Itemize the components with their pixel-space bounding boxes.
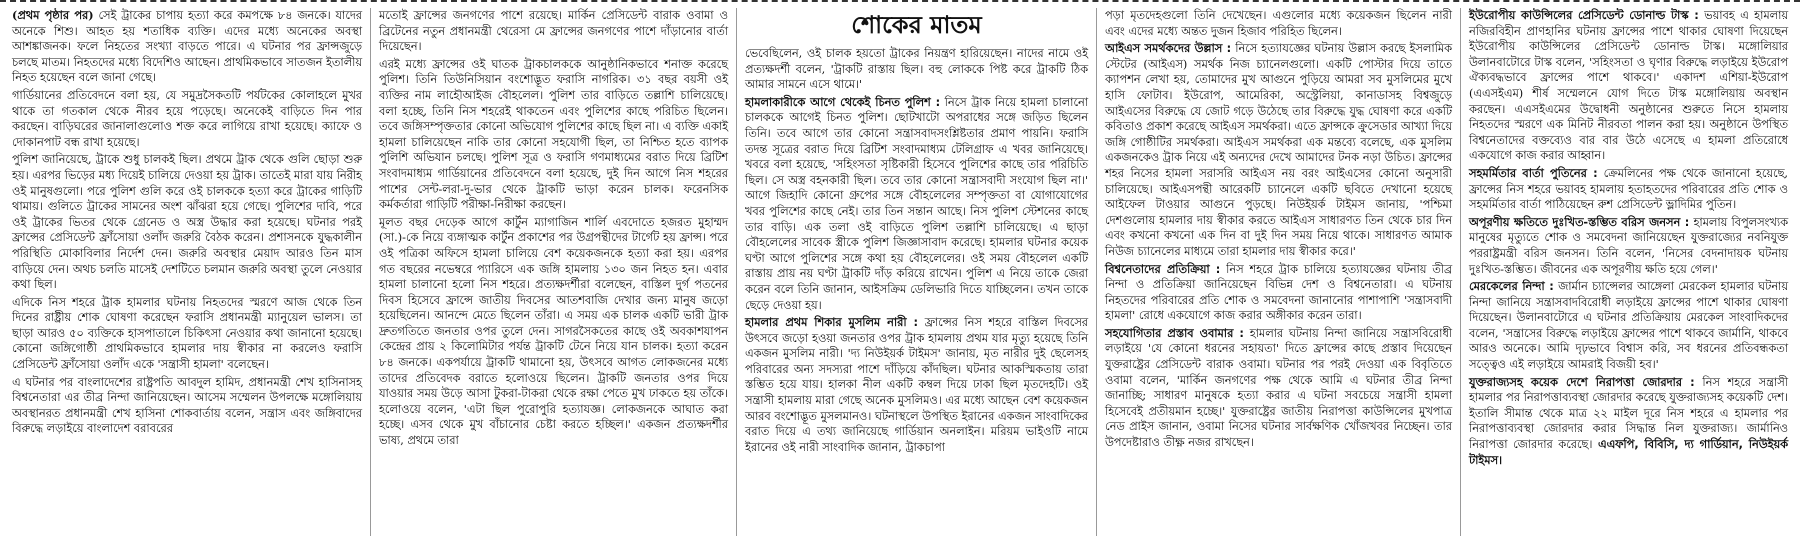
article-headline: শোকের মাতম xyxy=(851,11,982,39)
paragraph: মতোই ফ্রান্সের জনগণের পাশে রয়েছে। মার্কিন প্রেসিডেন্ট বারাক ওবামা ও ব্রিটেনের নতুন প্রধানমন্ত্রী থেরেসা মে ফ্রান্সের জনগণের পাশে দাঁড়ানোর বার্তা দিয়েছেন। xyxy=(379,9,728,54)
section-heading: যুক্তরাজ্যসহ কয়েক দেশে নিরাপত্তা জোরদার : xyxy=(1469,375,1695,389)
paragraph: অপূরণীয় ক্ষতিতে দুঃখিত-স্তম্ভিত বরিস জনসন : হামলায় বিপুলসংখ্যক মানুষের মৃত্যুতে শোক ও সমবেদনা জানিয়েছেন যুক্তরাজ্যের নবনিযুক্ত পররাষ্ট্রমন্ত্রী বরিস জনসন। তিনি বলেন, 'নিসের বেদনাদায়ক ঘটনায় দুঃখিত-স্তম্ভিত। জীবনের এক অপূরণীয় ক্ষতি হয়ে গেল।' xyxy=(1469,215,1789,276)
continued-from-label: (প্রথম পৃষ্ঠার পর) xyxy=(12,8,94,22)
paragraph: পড়া মৃতদেহগুলো তিনি দেখেছেন। এগুলোর মধ্যে কয়েকজন ছিলেন নারী এবং এদের মধ্যে অন্তত দুজন হিজাব পরিহিত ছিলেন। xyxy=(1105,9,1452,38)
section-heading: আইএস সমর্থকদের উল্লাস : xyxy=(1105,42,1232,56)
source-credit: এএফপি, বিবিসি, দ্য গার্ডিয়ান, নিউইয়র্ক টাইমস। xyxy=(1469,438,1789,467)
paragraph: পুলিশ জানিয়েছে, ট্রাকে শুধু চালকই ছিল। প্রথমে ট্রাক থেকে গুলি ছোড়া শুরু হয়। এরপর ভিড়ের মধ্য দিয়েই চালিয়ে দেওয়া হয় ট্রাক। তাতেই মারা যায় নিরীহ ওই মানুষগুলো। পরে পুলিশ গুলি করে ওই চালককে হত্যা করে ট্রাকের গাড়িটি থামায়। গুলিতে ট্রাকের সামনের অংশ ঝাঁঝরা হয়ে গেছে। পুলিশের দাবি, পরে ওই ট্রাকের ভিতর থেকে গ্রেনেড ও অস্ত্র উদ্ধার করা হয়েছে। ঘটনার পরই ফ্রান্সের প্রেসিডেন্ট ফ্রাঁসোয়া ওলাঁদ জরুরি বৈঠক করেন। প্রশাসনকে যুদ্ধকালীন পরিস্থিতি মোকাবিলার নির্দেশ দেন। জরুরি অবস্থার মেয়াদ আরও তিন মাস বাড়িয়ে দেন। অথচ চলতি মাসেই দেশটিতে চলমান জরুরি অবস্থা তুলে নেওয়ার কথা ছিল। xyxy=(12,153,362,292)
paragraph: এ ঘটনার পর বাংলাদেশের রাষ্ট্রপতি আবদুল হামিদ, প্রধানমন্ত্রী শেখ হাসিনাসহ বিশ্বনেতারা এর তীব্র নিন্দা জানিয়েছেন। আসেম সম্মেলন উপলক্ষে মঙ্গোলিয়ায় অবস্থানরত প্রধানমন্ত্রী শেখ হাসিনা শোকবার্তায় বলেন, সন্ত্রাস এবং জঙ্গিবাদের বিরুদ্ধে লড়াইয়ে বাংলাদেশ বরাবরের xyxy=(12,375,362,436)
continuation-paragraph: (প্রথম পৃষ্ঠার পর) সেই ট্রাকের চাপায় হত্যা করে কমপক্ষে ৮৪ জনকে। যাদের অনেকে শিশু। আহত হয় শতাধিক ব্যক্তি। এদের মধ্যে অনেকের অবস্থা আশঙ্কাজনক। ফলে নিহতের সংখ্যা বাড়তে পারে। এ ঘটনার পর ফ্রান্সজুড়ে চলছে মাতম। নিহতদের মধ্যে বিদেশিও আছেন। প্রাথমিকভাবে সাতজন ইতালীয় নিহত হয়েছেন বলে জানা গেছে। xyxy=(12,8,363,85)
section-heading: হামলাকারীকে আগে থেকেই চিনত পুলিশ : xyxy=(745,95,941,109)
paragraph: হামলাকারীকে আগে থেকেই চিনত পুলিশ : নিসে ট্রাক নিয়ে হামলা চালানো চালককে আগেই চিনত পুলিশ। ছোটখাটো অপরাধের সঙ্গে জড়িত ছিলেন তিনি। তবে আগে তার কোনো সন্ত্রাসবাদসংশ্লিষ্টতার প্রমাণ পায়নি। ফরাসি তদন্ত সূত্রের বরাত দিয়ে ব্রিটিশ সংবাদমাধ্যম টেলিগ্রাফ এ খবর জানিয়েছে। খবরে বলা হয়েছে, 'সহিংসতা সৃষ্টিকারী হিসেবে পুলিশের কাছে তার পরিচিতি ছিল। সে অস্ত্র বহনকারী ছিল। তবে তার কোনো সন্ত্রাসবাদী সংযোগ ছিল না।' আগে জিহাদি কোনো গ্রুপের সঙ্গে বৌহলেলের সম্পৃক্ততা বা যোগাযোগের খবর পুলিশের কাছে নেই। তার তিন সন্তান আছে। নিস পুলিশ স্টেশনের কাছে তার বাড়ি। এক তলা ওই বাড়িতে পুলিশ তল্লাশি চালিয়েছে। এ ছাড়া বৌহলেলের সাবেক স্ত্রীকে পুলিশ জিজ্ঞাসাবাদ করেছে। হামলার ঘটনার কয়েক ঘণ্টা আগে পুলিশের সঙ্গে কথা হয় বৌহলেলের। ওই সময় বৌহলেল একটি রাস্তায় প্রায় নয় ঘণ্টা ট্রাকটি দাঁড় করিয়ে রাখেন। পুলিশ এ নিয়ে তাকে জেরা করেন বলে তিনি জানান, আইসক্রিম ডেলিভারি দিতে যাচ্ছিলেন। তখন তাকে ছেড়ে দেওয়া হয়। xyxy=(745,95,1089,312)
section-heading: ইউরোপীয় কাউন্সিলের প্রেসিডেন্ট ডোনাল্ড টাস্ক : xyxy=(1469,9,1699,22)
paragraph: সহমর্মিতার বার্তা পুতিনের : ক্রেমলিনের পক্ষ থেকে জানানো হয়েছে, ফ্রান্সের নিস শহরে ভয়াবহ হামলায় হতাহতদের পরিবারের প্রতি শোক ও সহমর্মিতার বার্তা পাঠিয়েছেন রুশ প্রেসিডেন্ট ভ্লাদিমির পুতিন। xyxy=(1469,166,1789,212)
column-2 xyxy=(370,8,736,536)
paragraph: এদিকে নিস শহরে ট্রাক হামলার ঘটনায় নিহতদের স্মরণে আজ থেকে তিন দিনের রাষ্ট্রীয় শোক ঘোষণা করেছেন ফরাসি প্রধানমন্ত্রী ম্যানুয়েল ভালস। তা ছাড়া আরও ৫০ ব্যক্তিকে হাসপাতালে চিকিৎসা নেওয়ার কথা জানানো হয়েছে। কোনো জঙ্গিগোষ্ঠী প্রাথমিকভাবে হামলার দায় স্বীকার না করলেও ফরাসি প্রেসিডেন্ট ফ্রাঁসোয়া ওলাঁদ একে 'সন্ত্রাসী হামলা' বলেছেন। xyxy=(12,295,362,372)
section-heading: সহমর্মিতার বার্তা পুতিনের : xyxy=(1469,166,1598,180)
column-5 xyxy=(1460,8,1796,536)
section-heading: মেরকেলের নিন্দা : xyxy=(1469,280,1554,294)
paragraph: যুক্তরাজ্যসহ কয়েক দেশে নিরাপত্তা জোরদার : নিস শহরে সন্ত্রাসী হামলার পর নিরাপত্তাব্যবস্থা জোরদার করেছে যুক্তরাজ্যসহ কয়েকটি দেশ। ইতালি সীমান্ত থেকে মাত্র ২২ মাইল দূরে নিস শহরে এ হামলার পর নিরাপত্তাব্যবস্থা জোরদার করার সিদ্ধান্ত নিল যুক্তরাজ্য। জার্মানিও নিরাপত্তা জোরদার করেছে। এএফপি, বিবিসি, দ্য গার্ডিয়ান, নিউইয়র্ক টাইমস। xyxy=(1469,375,1789,467)
section-heading: অপূরণীয় ক্ষতিতে দুঃখিত-স্তম্ভিত বরিস জনসন : xyxy=(1469,215,1690,229)
paragraph: মূলত বছর দেড়েক আগে কার্টুন ম্যাগাজিন শার্লি এবদোতে হজরত মুহাম্মদ (সা.)-কে নিয়ে ব্যঙ্গাত্মক কার্টুন প্রকাশের পর উগ্রপন্থীদের টার্গেট হয় ফ্রান্স। পরে ওই পত্রিকা অফিসে হামলা চালিয়ে বেশ কয়েকজনকে হত্যা করা হয়। এরপর গত বছরের নভেম্বরে প্যারিসে এক জঙ্গি হামলায় ১৩০ জন নিহত হন। এবার হামলা চালানো হলো নিস শহরে। প্রত্যক্ষদর্শীরা বলেছেন, বাস্তিল দুর্গ পতনের দিবস হিসেবে ফ্রান্সে জাতীয় দিবসের আতশবাজি দেখার জন্য মানুষ জড়ো হয়েছিলেন। আনন্দে মেতে ছিলেন তাঁরা। এ সময় এক চালক একটি ভারী ট্রাক দ্রুতগতিতে জনতার ওপর তুলে দেন। সাগরসৈকতের কাছে ওই অবকাশযাপন কেন্দ্রের প্রায় ২ কিলোমিটার পর্যন্ত ট্রাকটি টেনে নিয়ে যান চালক। হত্যা করেন ৮৪ জনকে। একপর্যায়ে ট্রাকটি থামানো হয়, উৎসবে আগত লোকজনের মধ্যে তাদের প্রতিবেদক বরাতে হলোওয়ে ছিলেন। ট্রাকটি জনতার ওপর দিয়ে যাওয়ার সময় উড়ে আসা টুকরা-টাকরা থেকে রক্ষা পেতে মুখ ঢাকতে হয় তাঁকে। হলোওয়ে বলেন, 'এটা ছিল পুরোপুরি হত্যাযজ্ঞ। লোকজনকে আঘাত করা হচ্ছে। এসব থেকে মুখ বাঁচানোর চেষ্টা করতে হচ্ছিল।' একজন প্রত্যক্ষদর্শীর ভাষ্য, প্রথমে তারা xyxy=(379,215,728,448)
paragraph: গার্ডিয়ানের প্রতিবেদনে বলা হয়, যে সমুদ্রসৈকতটি পর্যটকের কোলাহলে মুখর থাকে তা গতকাল থেকে নীরব হয়ে পড়েছে। অনেকেই বাড়িতে দিন পার করছেন। বাড়িঘরের জানালাগুলোও শক্ত করে লাগিয়ে রাখা হয়েছে। ক্যাফে ও দোকানপাট বন্ধ রাখা হয়েছে। xyxy=(12,88,362,149)
paragraph: মেরকেলের নিন্দা : জার্মান চ্যান্সেলর আঙ্গেলা মেরকেল হামলার ঘটনায় নিন্দা জানিয়ে সন্ত্রাসবাদবিরোধী লড়াইয়ে ফ্রান্সের পাশে থাকার ঘোষণা দিয়েছেন। উলানবাটোরে এ ঘটনার প্রতিক্রিয়ায় মেরকেল সাংবাদিকদের বলেন, 'সন্ত্রাসের বিরুদ্ধে লড়াইয়ে ফ্রান্সের পাশে থাকবে জার্মানি, থাকবে আরও অনেকে। আমি দৃঢ়ভাবে বিশ্বাস করি, সব ধরনের প্রতিবন্ধকতা সত্ত্বেও এই লড়াইয়ে আমরাই বিজয়ী হব।' xyxy=(1469,280,1788,372)
section-heading: সহযোগিতার প্রস্তাব ওবামার : xyxy=(1105,326,1244,340)
paragraph: হামলার প্রথম শিকার মুসলিম নারী : ফ্রান্সের নিস শহরে বাস্তিল দিবসের উৎসবে জড়ো হওয়া জনতার ওপর ট্রাক হামলায় প্রথম যার মৃত্যু হয়েছে তিনি একজন মুসলিম নারী। 'দ্য নিউইয়র্ক টাইমস' জানায়, মৃত নারীর দুই ছেলেসহ পরিবারের অন্য সদস্যরা পাশে দাঁড়িয়ে কাঁদছিল। ঘটনার আকস্মিকতায় তারা স্তম্ভিত হয়ে যায়। হালকা নীল একটি কম্বল দিয়ে ঢাকা ছিল মৃতদেহটি। ওই সন্ত্রাসী হামলায় মারা গেছে অনেক মুসলিমও। এর মধ্যে আছেন বেশ কয়েকজন আরব বংশোদ্ভূত মুসলমানও। ঘটনাস্থলে উপস্থিত ইরানের একজন সাংবাদিকের বরাত দিয়ে এ তথ্য জানিয়েছে গার্ডিয়ান অনলাইন। মরিয়ম ভাইওটি নামে ইরানের ওই নারী সাংবাদিক জানান, ট্রাকচাপা xyxy=(745,316,1089,454)
column-4 xyxy=(1096,8,1460,536)
section-heading: হামলার প্রথম শিকার মুসলিম নারী : xyxy=(745,316,919,330)
paragraph: আইএস সমর্থকদের উল্লাস : নিসে হত্যাযজ্ঞের ঘটনায় উল্লাস করছে ইসলামিক স্টেটের (আইএস) সমর্থক নিজ চ্যানেলগুলো। একটি পোস্টার দিয়ে তাতে ক্যাপশন লেখা হয়, তোমাদের মুখ আগুনে পুড়িয়ে আমরা সব মুসলিমের মুখে হাসি ফোটাব। ইউরোপ, আমেরিকা, অস্ট্রেলিয়া, কানাডাসহ বিশ্বজুড়ে আইএসের বিরুদ্ধে যে জোট গড়ে উঠেছে তার বিরুদ্ধে যুদ্ধ ঘোষণা করে একটি কবিতাও প্রকাশ করেছে আইএস সমর্থকরা। এতে ফ্রান্সকে ক্রুসেডার আখ্যা দিয়ে জঙ্গি গোষ্ঠীটির সমর্থকরা। আইএস সমর্থকরা এক মন্তব্যে বলেছে, এক মুসলিম একজনকেও ট্রাক নিয়ে এই অন্যদের দেখে আমাদের টনক নড়া উচিত। ফ্রান্সের শহর নিসের হামলা সরাসরি আইএস নয় বরং আইএসের কোনো অনুসারী চালিয়েছে। আইএসপন্থী আরেকটি চ্যানেলে একটি ছবিতে দেখানো হয়েছে আইফেল টাওয়ার আগুনে পুড়ছে। নিউইয়র্ক টাইমস জানায়, 'পশ্চিমা দেশগুলোয় হামলার দায় স্বীকার করতে আইএস সাধারণত তিন থেকে চার দিন এবং কখনো কখনো এক দিন বা দুই দিন সময় নিয়ে থাকে। সাধারণত আমাক নিউজ চ্যানেলের মাধ্যমে তারা হামলার দায় স্বীকার করে।' xyxy=(1105,42,1453,258)
paragraph: ইউরোপীয় কাউন্সিলের প্রেসিডেন্ট ডোনাল্ড টাস্ক : ভয়াবহ এ হামলায় নজিরবিহীন প্রাণহানির ঘটনায় ফ্রান্সের পাশে থাকার ঘোষণা দিয়েছেন ইউরোপীয় কাউন্সিলের প্রেসিডেন্ট ডোনাল্ড টাস্ক। মঙ্গোলিয়ার উলানবাটোরে টাস্ক বলেন, 'সহিংসতা ও ঘৃণার বিরুদ্ধে লড়াইয়ে ইউরোপ ঐক্যবদ্ধভাবে ফ্রান্সের পাশে থাকবে।' একাদশ এশিয়া-ইউরোপ (এএসইএম) শীর্ষ সম্মেলনে যোগ দিতে টাস্ক মঙ্গোলিয়ায় অবস্থান করছেন। এএসইএমের উদ্বোধনী অনুষ্ঠানের শুরুতে নিসে হামলায় নিহতদের স্মরণে এক মিনিট নীরবতা পালন করা হয়। অনুষ্ঠানে উপস্থিত বিশ্বনেতাদের বক্তব্যেও বার বার উঠে এসেছে এ হামলা প্রতিরোধে একযোগে কাজ করার আহ্বান। xyxy=(1469,9,1788,163)
column-3 xyxy=(736,8,1096,536)
paragraph: এরই মধ্যে ফ্রান্সের ওই ঘাতক ট্রাকচালককে আনুষ্ঠানিকভাবে শনাক্ত করেছে পুলিশ। তিনি তিউনিসিয়ান বংশোদ্ভূত ফরাসি নাগরিক। ৩১ বছর বয়সী ওই ব্যক্তির নাম লাহৌআইজ বৌহলেল। পুলিশ তার বাড়িতে তল্লাশি চালিয়েছে। বলা হচ্ছে, তিনি নিস শহরেই থাকতেন এবং পুলিশের কাছে পরিচিত ছিলেন। তবে জঙ্গিসম্পৃক্ততার কোনো অভিযোগ পুলিশের কাছে ছিল না। এ ব্যক্তি একাই হামলা চালিয়েছেন নাকি তার কোনো সহযোগী ছিল, তা নিশ্চিত হতে ব্যাপক পুলিশি অভিযান চলছে। পুলিশ সূত্র ও ফরাসি গণমাধ্যমের বরাত দিয়ে ব্রিটিশ সংবাদমাধ্যম গার্ডিয়ানের প্রতিবেদনে বলা হয়েছে, দুই দিন আগে নিস শহরের পাশের সেন্ট-লরা-দু-ভার থেকে ট্রাকটি ভাড়া করেন চালক। ফরেনসিক কর্মকর্তারা গাড়িটি পরীক্ষা-নিরীক্ষা করছেন। xyxy=(379,57,728,212)
paragraph: সহযোগিতার প্রস্তাব ওবামার : হামলার ঘটনায় নিন্দা জানিয়ে সন্ত্রাসবিরোধী লড়াইয়ে 'যে কোনো ধরনের সহায়তা' দিতে ফ্রান্সের কাছে প্রস্তাব দিয়েছেন যুক্তরাষ্ট্রের প্রেসিডেন্ট বারাক ওবামা। ঘটনার পর পরই দেওয়া এক বিবৃতিতে ওবামা বলেন, 'মার্কিন জনগণের পক্ষ থেকে আমি এ ঘটনার তীব্র নিন্দা জানাচ্ছি; সাধারণ মানুষকে হত্যা করার এ ঘটনা সবচেয়ে সন্ত্রাসী হামলা হিসেবেই প্রতীয়মান হচ্ছে।' যুক্তরাষ্ট্রের জাতীয় নিরাপত্তা কাউন্সিলের মুখপাত্র নেড প্রাইস জানান, ওবামা নিসের ঘটনার সার্বক্ষণিক খোঁজখবর নিচ্ছেন। তার উপদেষ্টারাও তীক্ষ্ণ নজর রাখছেন। xyxy=(1105,326,1453,450)
section-heading: বিশ্বনেতাদের প্রতিক্রিয়া : xyxy=(1105,262,1221,276)
paragraph: ভেবেছিলেন, ওই চালক হয়তো ট্রাকের নিয়ন্ত্রণ হারিয়েছেন। নাদের নামে ওই প্রত্যক্ষদর্শী বলেন, 'ট্রাকটি রাস্তায় ছিল। বহু লোককে পিষ্ট করে ট্রাকটি ঠিক আমার সামনে এসে থামে।' xyxy=(745,47,1088,92)
paragraph: বিশ্বনেতাদের প্রতিক্রিয়া : নিস শহরে ট্রাক চালিয়ে হত্যাযজ্ঞের ঘটনায় তীব্র নিন্দা ও প্রতিক্রিয়া জানিয়েছেন বিভিন্ন দেশ ও বিশ্বনেতারা। এ ঘটনায় নিহতদের পরিবারের প্রতি শোক ও সমবেদনা জানানোর পাশাপাশি 'সন্ত্রাসবাদী হামলা' রোধে একযোগে কাজ করার অঙ্গীকার করেন তারা। xyxy=(1105,262,1453,323)
column-1 xyxy=(4,8,370,536)
